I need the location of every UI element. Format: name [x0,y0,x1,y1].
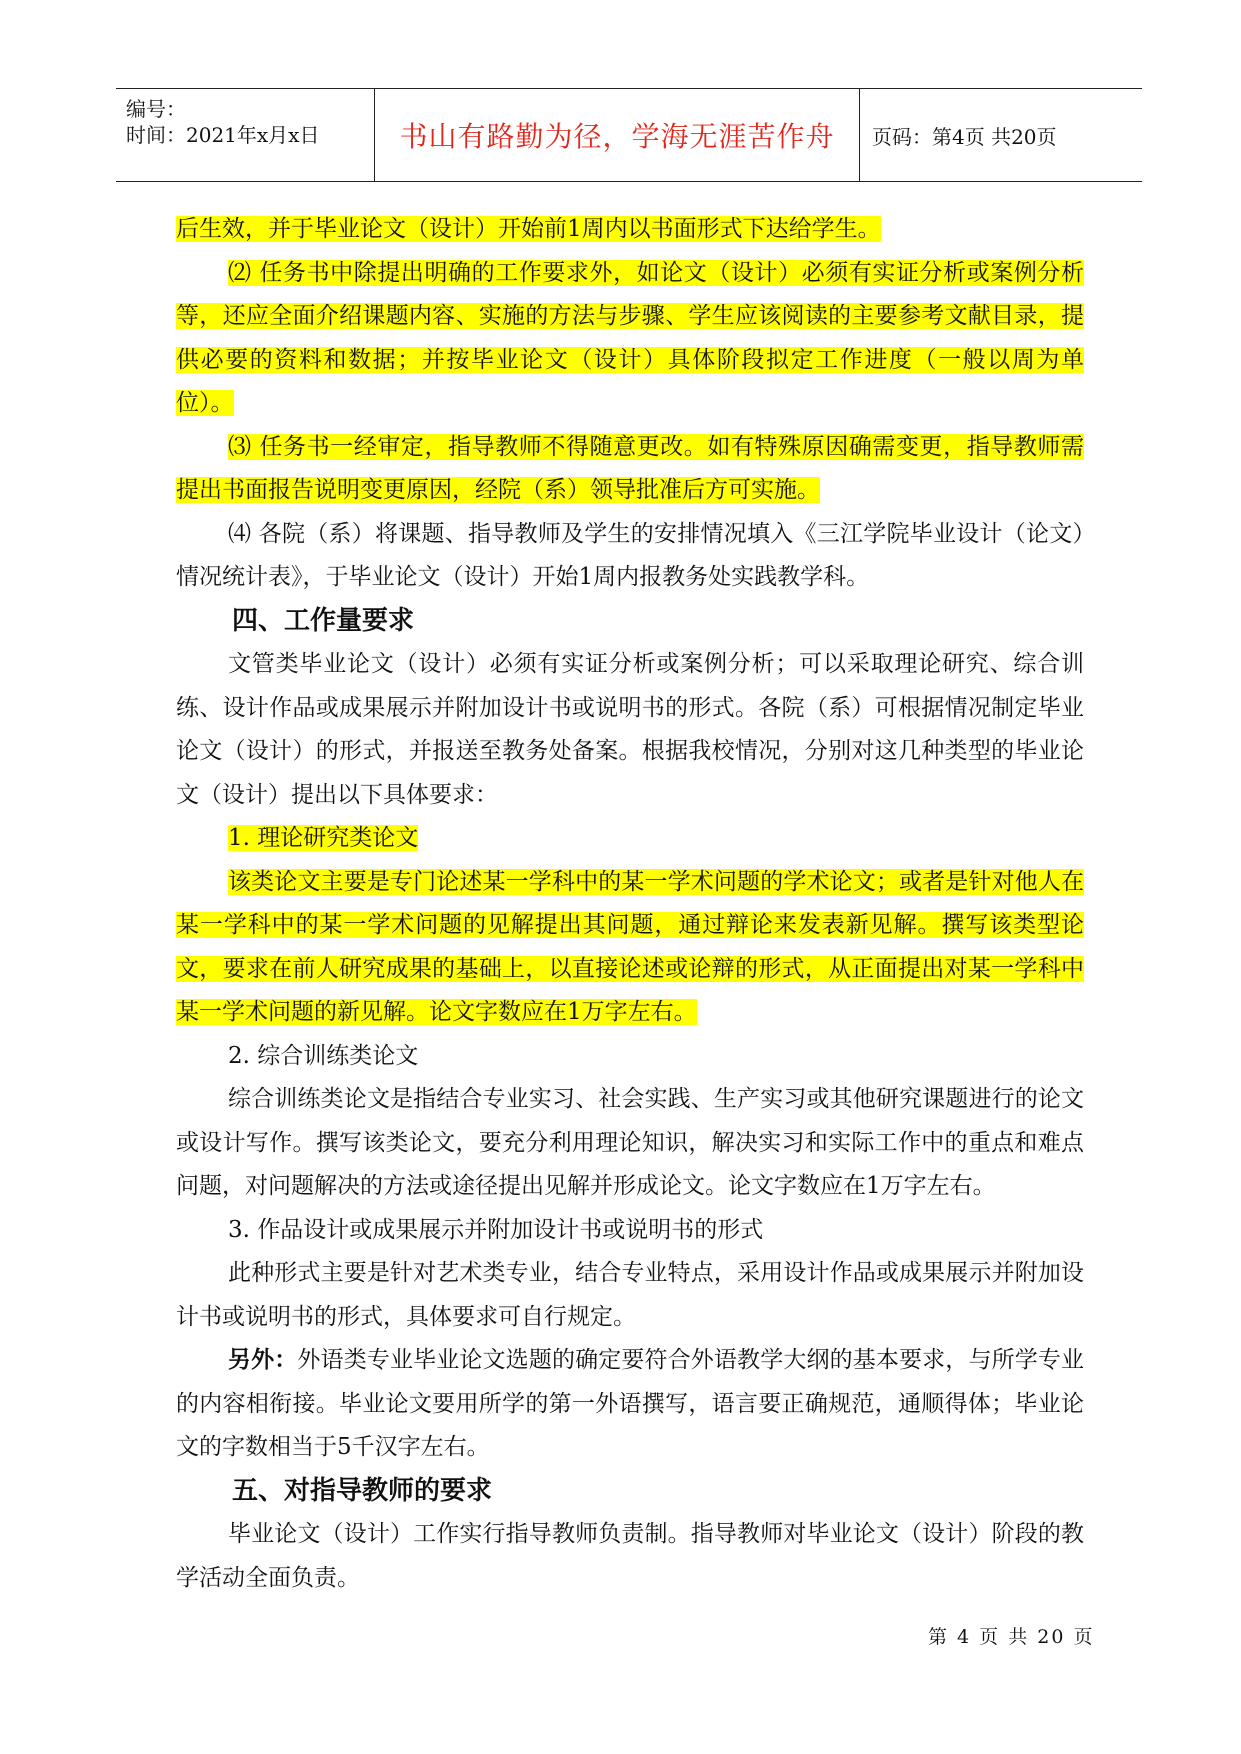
paragraph [176,1339,1084,1470]
header-page-cell [860,89,1142,181]
paragraph [176,861,1084,1035]
subsection-heading [176,817,1084,861]
paragraph-text: 外语类专业毕业论文选题的确定要符合外语教学大纲的基本要求，与所学专业的内容相衔接。毕业论文要用所学的第一外语撰写，语言要正确规范，通顺得体；毕业论文的字数相当于5千汉字左右。 [176,1347,1085,1460]
highlighted-text: ⑶ 任务书一经审定，指导教师不得随意更改。如有特殊原因确需变更，指导教师需提出书面报告说明变更原因，经院（系）领导批准后方可实施。 [176,433,1084,503]
paragraph [176,252,1084,426]
document-time-label: 时间：2021年x月x日 [126,123,320,147]
paragraph [176,426,1084,513]
paragraph: 文管类毕业论文（设计）必须有实证分析或案例分析；可以采取理论研究、综合训练、设计作品或成果展示并附加设计书或说明书的形式。各院（系）可根据情况制定毕业论文（设计）的形式，并报送至教务处备案。根据我校情况，分别对这几种类型的毕业论文（设计）提出以下具体要求： [176,651,1084,808]
highlighted-text: 后生效，并于毕业论文（设计）开始前1周内以书面形式下达给学生。 [176,216,881,242]
highlighted-text: 该类论文主要是专门论述某一学科中的某一学术问题的学术论文；或者是针对他人在某一学科中的某一学术问题的见解提出其问题，通过辩论来发表新见解。撰写该类型论文，要求在前人研究成果的基础上，以直接论述或论辩的形式，从正面提出对某一学科中某一学术问题的新见解。论文字数应在1万字左右。 [176,868,1084,1025]
header-meta-cell [116,89,374,181]
paragraph: 此种形式主要是针对艺术类专业，结合专业特点，采用设计作品或成果展示并附加设计书或说明书的形式，具体要求可自行规定。 [176,1260,1084,1330]
section-heading: 四、工作量要求 [232,605,415,636]
paragraph: 毕业论文（设计）工作实行指导教师负责制。指导教师对毕业论文（设计）阶段的教学活动全面负责。 [176,1521,1084,1591]
highlighted-text: 1. 理论研究类论文 [228,825,419,851]
header-motto: 书山有路勤为径，学海无涯苦作舟 [399,120,835,153]
page-footer: 第 4 页 共 20 页 [928,1626,1095,1648]
document-number-label: 编号： [126,97,186,121]
header-page-number: 页码：第4页 共20页 [872,124,1057,149]
section-heading: 五、对指导教师的要求 [232,1475,493,1506]
paragraph: ⑷ 各院（系）将课题、指导教师及学生的安排情况填入《三江学院毕业设计（论文）情况统计表》，于毕业论文（设计）开始1周内报教务处实践教学科。 [176,520,1084,590]
subsection-heading: 2. 综合训练类论文 [228,1042,419,1069]
subsection-heading: 3. 作品设计或成果展示并附加设计书或说明书的形式 [228,1216,764,1243]
bold-lead: 另外： [228,1347,298,1373]
document-body [176,208,1084,1600]
paragraph: 综合训练类论文是指结合专业实习、社会实践、生产实习或其他研究课题进行的论文或设计写作。撰写该类论文，要充分利用理论知识，解决实习和实际工作中的重点和难点问题，对问题解决的方法或途径提出见解并形成论文。论文字数应在1万字左右。 [176,1086,1084,1199]
document-header [116,88,1142,182]
header-motto-cell [374,89,860,181]
highlighted-text: ⑵ 任务书中除提出明确的工作要求外，如论文（设计）必须有实证分析或案例分析等，还应全面介绍课题内容、实施的方法与步骤、学生应该阅读的主要参考文献目录，提供必要的资料和数据；并按毕业论文（设计）具体阶段拟定工作进度（一般以周为单位）。 [176,259,1084,416]
paragraph [176,208,1084,252]
